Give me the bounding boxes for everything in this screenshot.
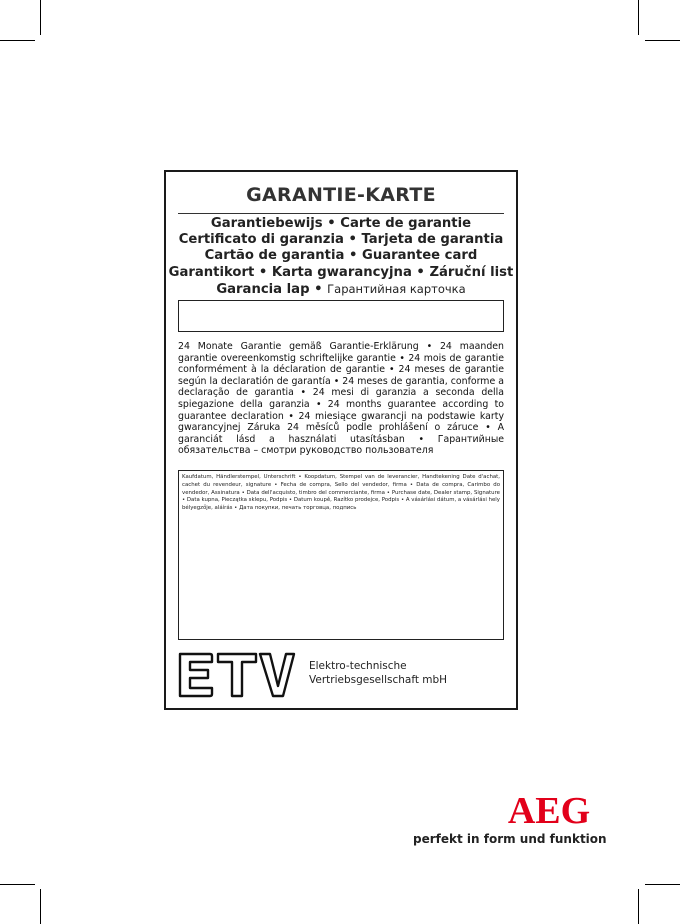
card-title: GARANTIE-KARTE: [246, 184, 436, 206]
card-name-hungarian: Garancia lap •: [216, 281, 323, 297]
card-name-line: Garantikort • Karta gwarancyjna • Záruční list: [168, 264, 514, 280]
guarantee-statement: 24 Monate Garantie gemäß Garantie-Erklärung • 24 maanden garantie overeenkomstig schriftelijke garantie • 24 mois de garantie conformément à la déclaration de garantie • 24 meses de garantie según la declaratión de garantía • 24 meses de garantia, conforme a declaração de garantia • 24 mesi di garanzia a seconda della spiegazione della garanzia • 24 months guarantee according to guarantee declaration • 24 miesiące gwarancji na podstawie karty gwarancyjnej Záruka 24 měsíců podle prohlášení o záruce • A garanciát lásd a használati utasításban • Гарантийные обязательства – смотри руководство пользователя: [178, 341, 504, 457]
blank-entry-field[interactable]: [178, 300, 504, 332]
card-name-line: Garantiebewijs • Carte de garantie: [210, 216, 472, 231]
crop-mark: [40, 0, 41, 35]
card-names: [166, 216, 516, 298]
aeg-logo-text: AEG: [507, 794, 591, 826]
etv-company-line: Elektro-technische: [309, 660, 407, 672]
crop-mark: [0, 884, 35, 885]
etv-company-name: [309, 659, 447, 687]
dealer-stamp-instructions: Kaufdatum, Händlerstempel, Unterschrift • Koopdatum, Stempel van de leverancier, Handtekening Date d'achat, cachet du revendeur, signature • Fecha de compra, Sello del vendedor, firma • Data de compra, Carimbo do vendedor, Assinatura • Data dell'acquisto, timbro del commerciante, firma • Purchase date, Dealer stamp, Signature • Data kupna, Pieczątka sklepu, Podpis • Datum koupě, Razítko prodejce, Podpis • A vásárlási dátum, a vásárlási hely bélyegzője, aláírás • Дата покупки, печать торговца, подпись: [182, 474, 500, 512]
dealer-stamp-field[interactable]: [178, 470, 504, 640]
card-name-line: Certificato di garanzia • Tarjeta de garantia: [178, 232, 504, 248]
crop-mark: [645, 40, 680, 41]
crop-mark: [638, 0, 639, 35]
title-divider: [178, 213, 504, 214]
etv-company-line: Vertriebsgesellschaft mbH: [309, 674, 448, 686]
card-name-russian: Гарантийная карточка: [327, 281, 466, 296]
card-name-line: [166, 281, 516, 298]
crop-mark: [645, 884, 680, 885]
crop-mark: [0, 40, 35, 41]
crop-mark: [638, 889, 639, 924]
crop-mark: [40, 889, 41, 924]
etv-logo: [176, 648, 296, 702]
card-name-line: Cartão de garantia • Guarantee card: [204, 248, 478, 264]
aeg-logo: [494, 794, 604, 826]
aeg-tagline: perfekt in form und funktion: [413, 832, 607, 846]
guarantee-card: [164, 170, 518, 710]
